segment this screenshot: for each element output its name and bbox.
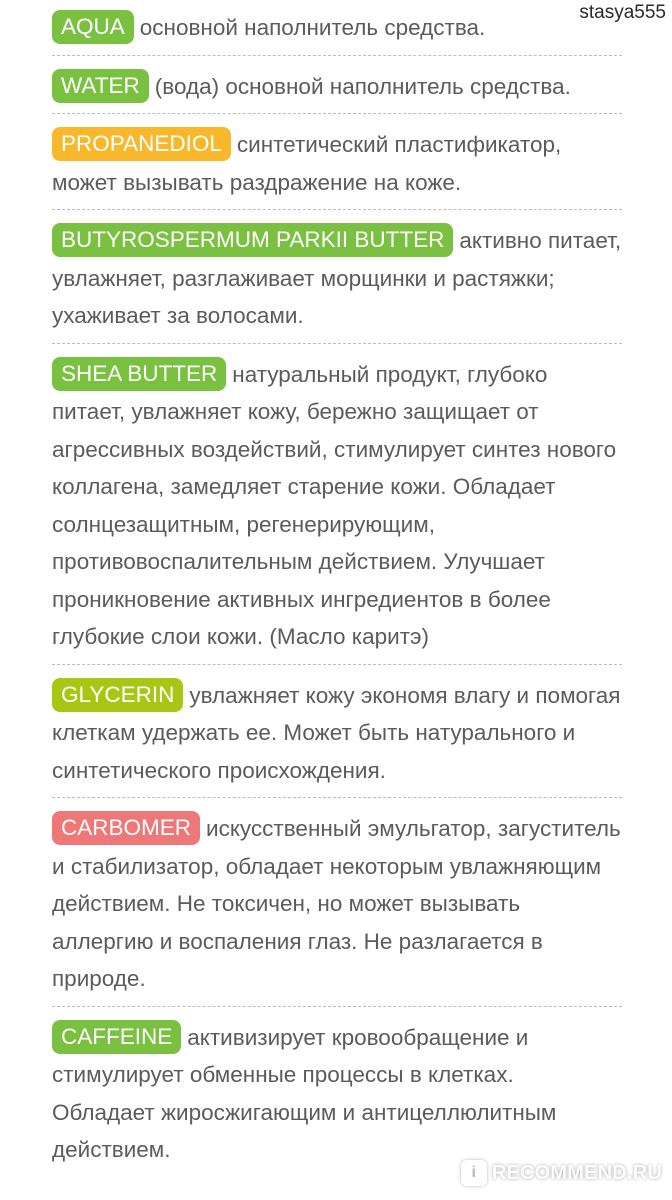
ingredient-badge[interactable]: GLYCERIN [52, 678, 183, 712]
ingredient-badge[interactable]: PROPANEDIOL [52, 127, 231, 161]
ingredient-description: основной наполнитель средства. [139, 15, 486, 40]
ingredient-item [52, 6, 622, 56]
ingredient-description: искусственный эмульгатор, загуститель и стабилизатор, обладает некоторым увлажняющим действием. Не токсичен, но может вызывать аллергию и воспаления глаз. Не разлагается в природе. [52, 816, 621, 991]
ingredient-item [52, 674, 622, 799]
username-label: stasya555 [579, 2, 666, 23]
ingredient-description: синтетический пластификатор, может вызывать раздражение на коже. [52, 132, 562, 195]
ingredient-item [52, 353, 622, 665]
irecommend-logo-icon: i [461, 1160, 487, 1186]
ingredient-description: натуральный продукт, глубоко питает, увлажняет кожу, бережно защищает от агрессивных воздействий, стимулирует синтез нового коллагена, замедляет старение кожи. Обладает солнцезащитным, регенерирующим, противовоспалительным действием. Улучшает проникновение активных ингредиентов в более глубокие слои кожи. (Масло каритэ) [52, 361, 617, 649]
ingredient-badge[interactable]: CARBOMER [52, 811, 200, 845]
ingredient-item [52, 1016, 622, 1177]
watermark-text: RECOMMEND.RU [491, 1161, 662, 1184]
ingredient-description: активно питает, увлажняет, разглаживает морщинки и растяжки; ухаживает за волосами. [52, 228, 622, 328]
site-watermark [461, 1160, 662, 1186]
ingredient-item [52, 219, 622, 344]
ingredient-badge[interactable]: BUTYROSPERMUM PARKII BUTTER [52, 223, 453, 257]
ingredient-badge[interactable]: SHEA BUTTER [52, 357, 226, 391]
ingredient-description: (вода) основной наполнитель средства. [154, 73, 571, 99]
ingredient-description: увлажняет кожу экономя влагу и помогая клеткам удержать ее. Может быть натурального и синтетического происхождения. [52, 682, 621, 783]
ingredient-item [52, 807, 622, 1007]
ingredient-list [52, 6, 622, 1186]
ingredient-description: активизирует кровообращение и стимулирует обменные процессы в клетках. Обладает жиросжигающим и антицеллюлитным действием. [52, 1024, 557, 1162]
ingredient-item [52, 65, 622, 115]
ingredient-badge[interactable]: CAFFEINE [52, 1020, 181, 1054]
ingredient-badge[interactable]: WATER [52, 69, 149, 103]
ingredient-item [52, 123, 622, 210]
ingredient-badge[interactable]: AQUA [52, 10, 134, 44]
